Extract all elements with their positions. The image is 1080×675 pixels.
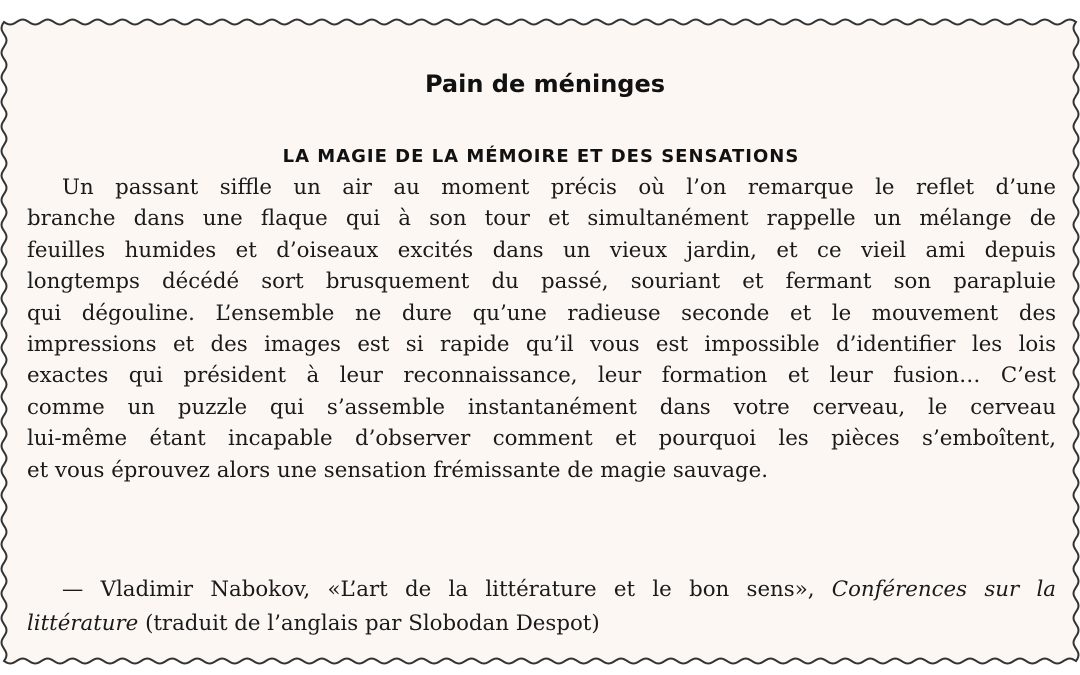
box-title: Pain de méninges — [424, 70, 666, 98]
quote-line: Un passant siffle un air au moment précis où l’on remarque le reflet d’une — [62, 175, 1056, 200]
quote-body — [27, 172, 1056, 486]
section-heading: LA MAGIE DE LA MÉMOIRE ET DES SENSATIONS — [282, 146, 800, 167]
attribution-book-title-cont: littérature — [27, 611, 139, 636]
quote-line: branche dans une flaque qui à son tour et simultanément rappelle un mélange de — [27, 206, 1056, 232]
quote-line: exactes qui président à leur reconnaissance, leur formation et leur fusion… C’est — [27, 363, 1056, 389]
quote-line: feuilles humides et d’oiseaux excités dans un vieux jardin, et ce vieil ami depuis — [27, 237, 1056, 263]
attribution — [27, 573, 1056, 641]
quote-line: lui-même étant incapable d’observer comment et pourquoi les pièces s’emboîtent, — [27, 426, 1056, 452]
attribution-book-title: Conférences sur la — [831, 577, 1056, 602]
quote-line: et vous éprouvez alors une sensation frémissante de magie sauvage. — [27, 457, 769, 483]
quote-line: qui dégouline. L’ensemble ne dure qu’une radieuse seconde et le mouvement des — [27, 300, 1056, 326]
quote-line: comme un puzzle qui s’assemble instantanément dans votre cerveau, le cerveau — [27, 394, 1056, 420]
attribution-translator: (traduit de l’anglais par Slobodan Despot) — [145, 611, 600, 636]
quote-line: impressions et des images est si rapide qu’il vous est impossible d’identifier les lois — [27, 331, 1056, 357]
attribution-author: — Vladimir Nabokov, «L’art de la littérature et le bon sens», — [62, 577, 815, 602]
quote-line: longtemps décédé sort brusquement du passé, souriant et fermant son parapluie — [27, 269, 1056, 295]
